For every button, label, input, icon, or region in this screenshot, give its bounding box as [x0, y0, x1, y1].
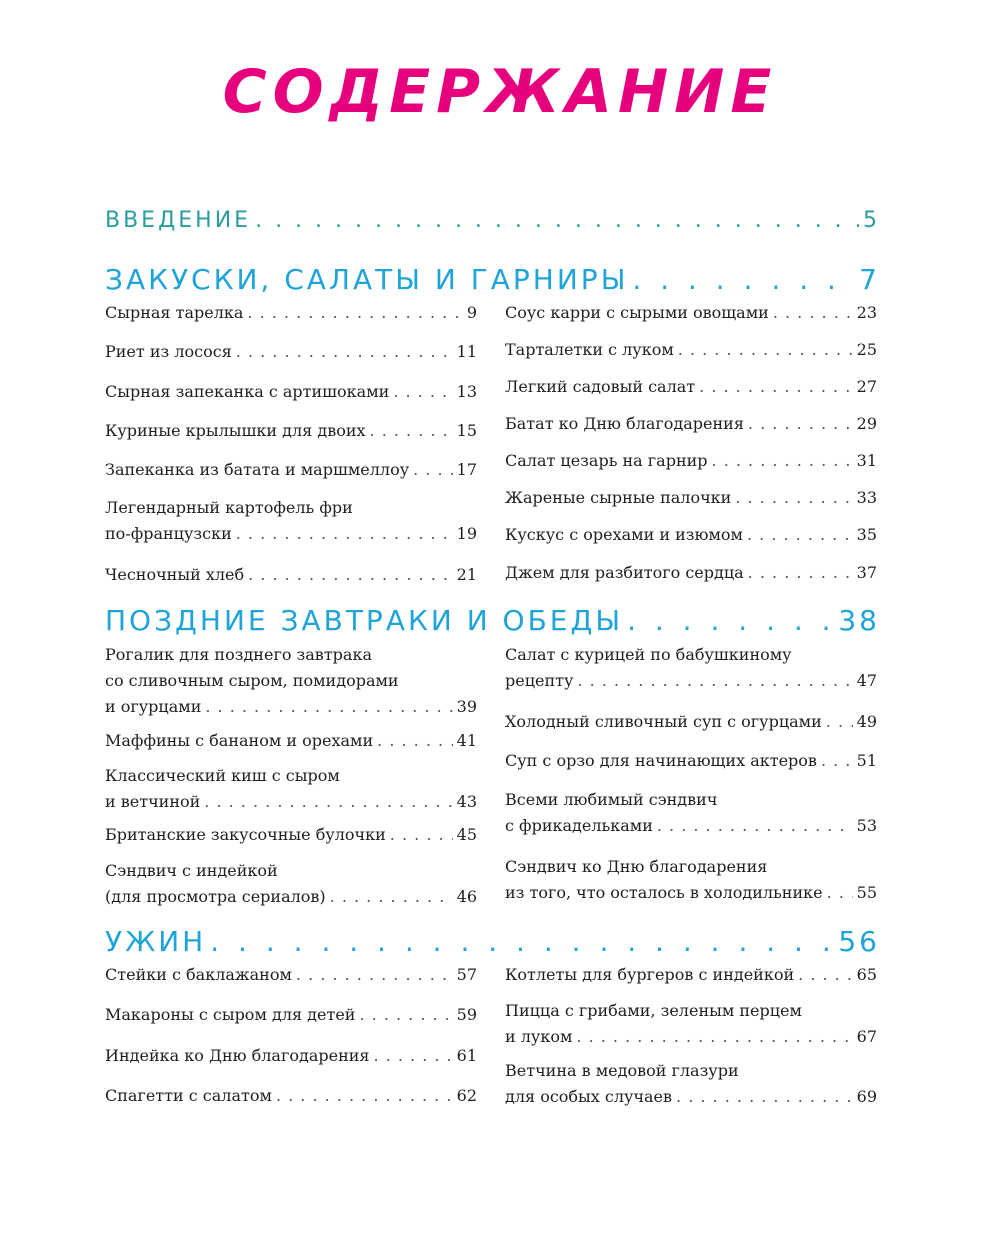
toc-entry-row — [505, 560, 877, 586]
toc-entry-page: 45 — [456, 825, 477, 844]
toc-entry-title: Сырная запеканка с артишоками — [105, 382, 390, 401]
leader-dots — [236, 521, 453, 547]
toc-entry[interactable] — [505, 522, 877, 548]
toc-entry[interactable] — [505, 1058, 877, 1110]
toc-entry[interactable] — [105, 1043, 477, 1069]
toc-entry-page: 51 — [856, 751, 877, 770]
toc-entry-line: Всеми любимый сэндвич — [505, 790, 718, 809]
toc-entry-row — [505, 880, 877, 906]
toc-entry-row — [105, 728, 477, 754]
toc-entry-title: Маффины с бананом и орехами — [105, 731, 374, 750]
toc-entry-page: 27 — [856, 377, 877, 396]
toc-entry-row — [505, 374, 877, 400]
toc-entry-title: Легкий садовый салат — [505, 377, 696, 396]
toc-entry-line: Сэндвич с индейкой — [105, 861, 278, 880]
toc-entry-row — [105, 884, 477, 910]
leader-dots — [577, 668, 852, 694]
toc-entry-title: Суп с орзо для начинающих актеров — [505, 751, 817, 770]
section-page: 56 — [838, 925, 880, 958]
leader-dots — [773, 300, 853, 326]
leader-dots — [296, 962, 453, 988]
toc-entry-row — [105, 1043, 477, 1069]
leader-dots — [255, 208, 859, 233]
toc-entry-line: Ветчина в медовой глазури — [505, 1061, 739, 1080]
leader-dots — [827, 880, 853, 906]
leader-dots — [826, 709, 853, 735]
toc-entry[interactable] — [105, 858, 477, 910]
toc-entry-page: 46 — [456, 887, 477, 906]
toc-entry[interactable] — [105, 642, 477, 720]
toc-entry-row — [105, 300, 477, 326]
toc-entry-row — [105, 562, 477, 588]
section-heading[interactable] — [105, 262, 880, 298]
toc-entry-line: Классический киш с сыром — [105, 766, 340, 785]
toc-intro-label: ВВЕДЕНИЕ — [105, 208, 252, 233]
toc-entry-row — [505, 1084, 877, 1110]
toc-entry[interactable] — [505, 787, 877, 839]
toc-entry-title: Куриные крылышки для двоих — [105, 421, 366, 440]
toc-entry[interactable] — [105, 728, 477, 754]
toc-entry[interactable] — [105, 763, 477, 815]
toc-entry-title: Джем для разбитого сердца — [505, 563, 744, 582]
toc-entry-page: 33 — [856, 488, 877, 507]
toc-entry[interactable] — [505, 448, 877, 474]
toc-entry-page: 25 — [856, 340, 877, 359]
toc-entry-title: Спагетти с салатом — [105, 1086, 272, 1105]
leader-dots — [712, 448, 853, 474]
toc-entry-title: Кускус с орехами и изюмом — [505, 525, 743, 544]
leader-dots — [276, 1083, 453, 1109]
toc-entry-title: Макароны с сыром для детей — [105, 1005, 356, 1024]
leader-dots — [330, 884, 453, 910]
toc-entry-page: 62 — [456, 1086, 477, 1105]
toc-entry-page: 61 — [456, 1046, 477, 1065]
toc-entry-row — [105, 457, 477, 483]
leader-dots — [248, 562, 453, 588]
toc-entry-page: 31 — [856, 451, 877, 470]
toc-entry-page: 15 — [456, 421, 477, 440]
toc-entry-title: Стейки с баклажаном — [105, 965, 292, 984]
leader-dots — [370, 418, 453, 444]
toc-entry-page: 13 — [456, 382, 477, 401]
toc-entry[interactable] — [105, 418, 477, 444]
toc-entry-row — [105, 694, 477, 720]
toc-entry-row — [505, 448, 877, 474]
toc-entry-row — [105, 1083, 477, 1109]
section-title: ПОЗДНИЕ ЗАВТРАКИ И ОБЕДЫ — [105, 604, 624, 637]
leader-dots — [205, 694, 452, 720]
toc-entry-title: Котлеты для бургеров с индейкой — [505, 965, 795, 984]
toc-entry-title: с фрикадельками — [505, 816, 653, 835]
toc-entry-page: 29 — [856, 414, 877, 433]
toc-entry-title: (для просмотра сериалов) — [105, 887, 326, 906]
toc-entry[interactable] — [505, 998, 877, 1050]
toc-entry-title: Сырная тарелка — [105, 303, 244, 322]
toc-entry-title: по-французски — [105, 524, 232, 543]
toc-entry-title: Салат цезарь на гарнир — [505, 451, 708, 470]
section-page: 38 — [838, 604, 880, 637]
toc-entry-page: 17 — [456, 460, 477, 479]
toc-entry[interactable] — [505, 854, 877, 906]
toc-entry-row — [105, 789, 477, 815]
toc-entry-row — [505, 748, 877, 774]
toc-entry-page: 39 — [456, 697, 477, 716]
section-page: 7 — [859, 263, 880, 296]
toc-intro[interactable] — [105, 208, 880, 233]
toc-entry-page: 69 — [856, 1087, 877, 1106]
toc-entry[interactable] — [105, 339, 477, 365]
toc-entry-line: Легендарный картофель фри — [105, 498, 353, 517]
toc-entry-title: Риет из лосося — [105, 342, 232, 361]
toc-entry[interactable] — [105, 1083, 477, 1109]
toc-entry[interactable] — [505, 300, 877, 326]
leader-dots — [747, 522, 853, 548]
toc-entry[interactable] — [505, 411, 877, 437]
toc-entry-title: и ветчиной — [105, 792, 201, 811]
toc-entry-page: 57 — [456, 965, 477, 984]
toc-entry-title: Холодный сливочный суп с огурцами — [505, 712, 822, 731]
toc-intro-page: 5 — [863, 208, 880, 233]
toc-entry-title: рецепту — [505, 671, 574, 690]
leader-dots — [390, 822, 453, 848]
toc-entry-page: 47 — [856, 671, 877, 690]
toc-entry-line: Салат с курицей по бабушкиному — [505, 645, 792, 664]
toc-entry-page: 59 — [456, 1005, 477, 1024]
leader-dots — [627, 603, 834, 639]
toc-entry-row — [505, 813, 877, 839]
toc-entry-page: 37 — [856, 563, 877, 582]
toc-entry-page: 35 — [856, 525, 877, 544]
leader-dots — [678, 337, 853, 363]
toc-entry-line: Рогалик для позднего завтрака — [105, 645, 372, 664]
toc-entry-page: 67 — [856, 1027, 877, 1046]
toc-entry-page: 53 — [856, 816, 877, 835]
toc-entry-title: Чесночный хлеб — [105, 565, 245, 584]
toc-entry[interactable] — [505, 748, 877, 774]
toc-entry-row — [105, 418, 477, 444]
toc-entry-title: Британские закусочные булочки — [105, 825, 386, 844]
leader-dots — [735, 485, 852, 511]
leader-dots — [699, 374, 852, 400]
toc-entry[interactable] — [505, 962, 877, 988]
leader-dots — [359, 1002, 452, 1028]
leader-dots — [210, 924, 834, 960]
toc-entry-page: 23 — [856, 303, 877, 322]
leader-dots — [657, 813, 853, 839]
toc-entry-title: Соус карри с сырыми овощами — [505, 303, 769, 322]
toc-entry[interactable] — [505, 560, 877, 586]
leader-dots — [374, 1043, 453, 1069]
page-title: СОДЕРЖАНИЕ — [222, 57, 778, 127]
toc-entry-title: и луком — [505, 1027, 573, 1046]
toc-entry-page: 41 — [456, 731, 477, 750]
toc-entry[interactable] — [105, 822, 477, 848]
section-heading[interactable] — [105, 924, 880, 960]
toc-entry[interactable] — [505, 642, 877, 694]
toc-entry-title: для особых случаев — [505, 1087, 673, 1106]
toc-entry-title: Тарталетки с луком — [505, 340, 674, 359]
section-title: УЖИН — [105, 925, 207, 958]
toc-entry[interactable] — [105, 562, 477, 588]
leader-dots — [204, 789, 452, 815]
toc-entry-page: 19 — [456, 524, 477, 543]
toc-entry[interactable] — [105, 300, 477, 326]
toc-entry-row — [105, 379, 477, 405]
toc-entry[interactable] — [505, 374, 877, 400]
toc-entry-row — [505, 411, 877, 437]
toc-entry-page: 9 — [466, 303, 477, 322]
leader-dots — [748, 411, 853, 437]
toc-entry[interactable] — [105, 495, 477, 547]
section-heading[interactable] — [105, 603, 880, 639]
toc-entry-row — [505, 709, 877, 735]
toc-entry-row — [505, 962, 877, 988]
leader-dots — [377, 728, 453, 754]
leader-dots — [576, 1024, 852, 1050]
leader-dots — [821, 748, 853, 774]
toc-entry-page: 65 — [856, 965, 877, 984]
leader-dots — [413, 457, 453, 483]
toc-entry[interactable] — [105, 379, 477, 405]
toc-entry-page: 11 — [456, 342, 477, 361]
toc-entry[interactable] — [505, 485, 877, 511]
toc-entry-line: Пицца с грибами, зеленым перцем — [505, 1001, 802, 1020]
toc-entry-row — [505, 485, 877, 511]
leader-dots — [676, 1084, 853, 1110]
toc-entry[interactable] — [105, 962, 477, 988]
toc-entry-title: Индейка ко Дню благодарения — [105, 1046, 370, 1065]
toc-entry-row — [505, 337, 877, 363]
toc-entry-row — [505, 522, 877, 548]
leader-dots — [236, 339, 453, 365]
toc-entry-row — [105, 1002, 477, 1028]
toc-entry[interactable] — [105, 1002, 477, 1028]
leader-dots — [393, 379, 452, 405]
toc-entry-row — [505, 668, 877, 694]
toc-entry-title: и огурцами — [105, 697, 202, 716]
toc-entry-page: 55 — [856, 883, 877, 902]
toc-entry-title: Жареные сырные палочки — [505, 488, 732, 507]
toc-entry-title: Батат ко Дню благодарения — [505, 414, 744, 433]
leader-dots — [247, 300, 462, 326]
toc-entry-row — [505, 1024, 877, 1050]
toc-entry-title: Запеканка из батата и маршмеллоу — [105, 460, 410, 479]
toc-entry-page: 21 — [456, 565, 477, 584]
toc-entry-page: 49 — [856, 712, 877, 731]
toc-entry[interactable] — [105, 457, 477, 483]
section-title: ЗАКУСКИ, САЛАТЫ И ГАРНИРЫ — [105, 263, 629, 296]
toc-entry-row — [105, 962, 477, 988]
toc-entry-row — [105, 521, 477, 547]
toc-entry[interactable] — [505, 337, 877, 363]
toc-entry-row — [105, 822, 477, 848]
toc-entry[interactable] — [505, 709, 877, 735]
toc-entry-line: Сэндвич ко Дню благодарения — [505, 857, 768, 876]
leader-dots — [748, 560, 853, 586]
toc-entry-row — [505, 300, 877, 326]
leader-dots — [798, 962, 853, 988]
toc-entry-line: со сливочным сыром, помидорами — [105, 671, 399, 690]
toc-entry-row — [105, 339, 477, 365]
leader-dots — [632, 262, 855, 298]
toc-entry-title: из того, что осталось в холодильнике — [505, 883, 823, 902]
toc-entry-page: 43 — [456, 792, 477, 811]
